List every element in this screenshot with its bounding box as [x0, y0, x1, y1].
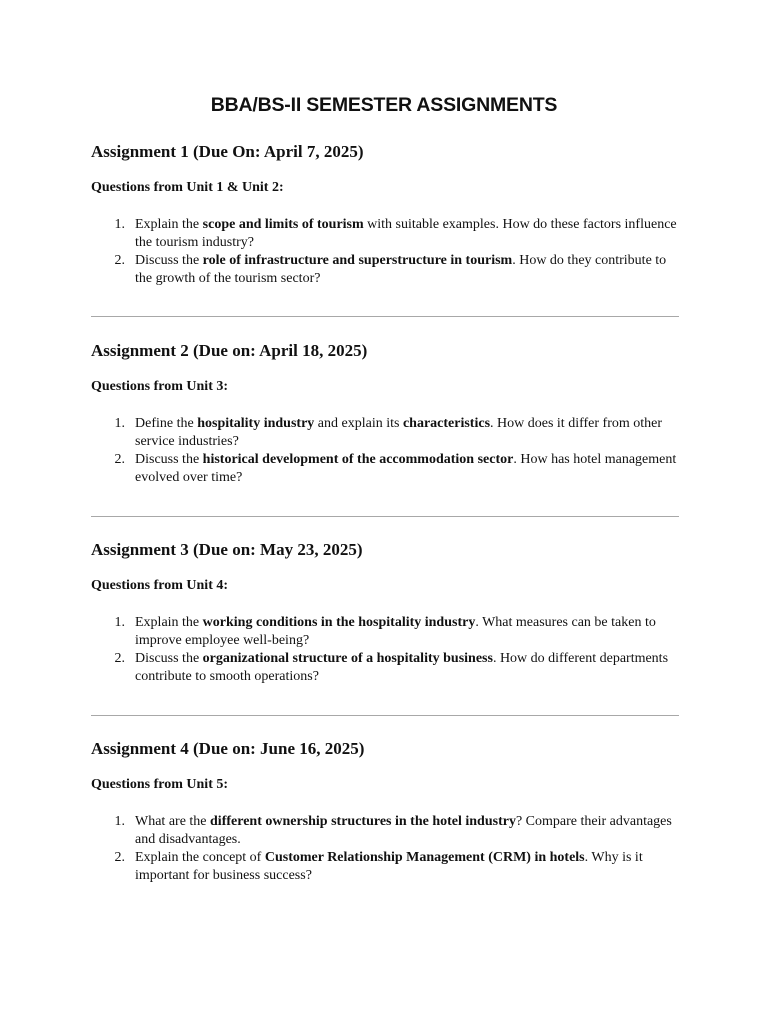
question-text: What are the different ownership structures in the hotel industry? Compare their advantages and disadvantages. [135, 814, 672, 847]
unit-heading: Questions from Unit 3: [91, 379, 229, 394]
question-emphasis: characteristics [402, 416, 491, 431]
section-divider [91, 516, 679, 517]
question-emphasis: role of infrastructure and superstructure in tourism [202, 253, 513, 268]
question-item [91, 415, 681, 451]
question-emphasis: different ownership structures in the hotel industry [210, 814, 516, 829]
page-title: BBA/BS-II SEMESTER ASSIGNMENTS [210, 94, 558, 116]
question-text: Explain the scope and limits of tourism with suitable examples. How do these factors influence the tourism industry? [135, 217, 677, 250]
question-number: 2. [114, 452, 125, 467]
question-text: Discuss the historical development of the accommodation sector. How has hotel management evolved over time? [135, 452, 677, 485]
assignment-heading: Assignment 1 (Due On: April 7, 2025) [91, 142, 364, 161]
question-text: Explain the concept of Customer Relationship Management (CRM) in hotels. Why is it important for business success? [135, 850, 643, 883]
assignment-heading: Assignment 2 (Due on: April 18, 2025) [91, 341, 368, 360]
question-text: Discuss the organizational structure of a hospitality business. How do different departments contribute to smooth operations? [135, 651, 669, 684]
assignment-2-section [91, 341, 681, 487]
question-number: 1. [114, 615, 125, 630]
question-item [91, 216, 681, 252]
question-number: 2. [114, 253, 125, 268]
question-list [91, 415, 681, 487]
question-list [91, 216, 681, 288]
assignment-heading: Assignment 3 (Due on: May 23, 2025) [91, 540, 363, 559]
question-item [91, 451, 681, 487]
assignment-heading: Assignment 4 (Due on: June 16, 2025) [91, 739, 365, 758]
question-list [91, 614, 681, 686]
unit-heading: Questions from Unit 1 & Unit 2: [91, 180, 284, 195]
question-number: 2. [114, 850, 125, 865]
section-divider [91, 715, 679, 716]
question-emphasis: organizational structure of a hospitality business [202, 651, 493, 666]
question-number: 1. [114, 217, 125, 232]
question-item [91, 813, 681, 849]
question-number: 1. [114, 416, 125, 431]
question-emphasis: Customer Relationship Management (CRM) in hotels [264, 850, 585, 865]
question-emphasis: working conditions in the hospitality industry [202, 615, 476, 630]
question-emphasis: historical development of the accommodation sector [202, 452, 514, 467]
unit-heading: Questions from Unit 4: [91, 578, 229, 593]
section-divider [91, 316, 679, 317]
question-emphasis: scope and limits of tourism [202, 217, 364, 232]
question-item [91, 614, 681, 650]
assignment-4-section [91, 739, 681, 885]
question-item [91, 849, 681, 885]
assignment-3-section [91, 540, 681, 686]
question-emphasis: hospitality industry [197, 416, 315, 431]
question-list [91, 813, 681, 885]
unit-heading: Questions from Unit 5: [91, 777, 229, 792]
question-number: 2. [114, 651, 125, 666]
assignment-1-section [91, 142, 681, 288]
question-number: 1. [114, 814, 125, 829]
question-text: Discuss the role of infrastructure and superstructure in tourism. How do they contribute to the growth of the tourism sector? [135, 253, 667, 286]
question-text: Explain the working conditions in the hospitality industry. What measures can be taken to improve employee well-being? [135, 615, 656, 648]
question-item [91, 252, 681, 288]
question-item [91, 650, 681, 686]
question-text: Define the hospitality industry and explain its characteristics. How does it differ from other service industries? [135, 416, 663, 449]
